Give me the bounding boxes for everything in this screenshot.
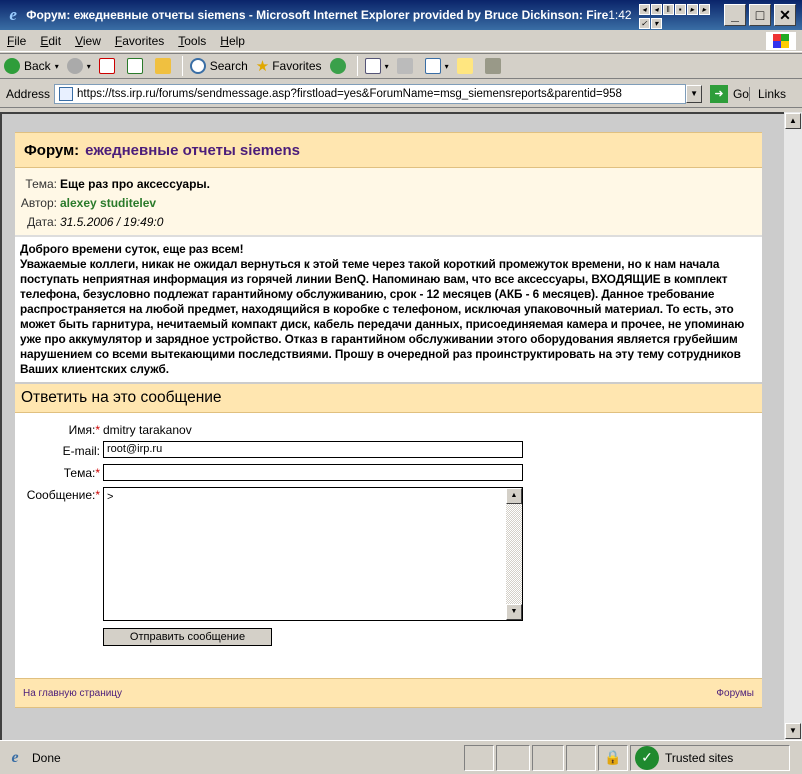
print-icon bbox=[397, 58, 413, 74]
status-pane bbox=[566, 745, 596, 771]
status-pane bbox=[496, 745, 530, 771]
menu-bar bbox=[0, 30, 802, 52]
address-bar bbox=[0, 80, 802, 108]
back-label: Back bbox=[24, 59, 51, 73]
stop-button[interactable] bbox=[95, 54, 123, 78]
post-body bbox=[15, 237, 762, 383]
menu-favorites[interactable]: Favorites bbox=[114, 33, 165, 48]
window-title-tail: Bruce Dickinson: Fire bbox=[484, 8, 609, 22]
submit-button[interactable]: Отправить сообщение bbox=[103, 628, 272, 646]
post-text: Уважаемые коллеги, никак не ожидал вернуться к этой теме через такой короткий промежуток времени, но к нам начала поступать неприятная информация из горячей линии BenQ. Напоминаю вам, что все аксессуары, ВХОДЯЩИЕ в комплект телефона, безусловно подлежат гарантийному обслуживанию, срок - 12 месяцев (АКБ - 6 месяцев). Данное требование распространяется на любой предмет, находящийся в коробке с телефоном, исключая упаковочный материал. То есть, это может быть гарнитура, нечитаемый компакт диск, кабель передачи данных, присоединяемая камера и прочее, не упоминаю уже про аккумулятор и зарядное устройство. Отказ в гарантийном обслуживании этого оборудования является грубейшим нарушением со всеми вытекающими последствиями. Прошу в очередной раз проинструктировать на эту тему сотрудников Ваших клиентских служб. bbox=[20, 257, 745, 376]
maximize-button[interactable]: □ bbox=[749, 4, 771, 26]
edit-icon bbox=[425, 58, 441, 74]
search-label: Search bbox=[209, 59, 248, 73]
go-arrow-icon: ➜ bbox=[710, 85, 728, 103]
reply-form bbox=[15, 413, 762, 671]
security-zone[interactable] bbox=[630, 745, 790, 771]
mail-dropdown-icon[interactable]: ▾ bbox=[384, 61, 389, 71]
page-scrollbar[interactable] bbox=[784, 112, 802, 740]
reply-heading: Ответить на это сообщение bbox=[15, 383, 762, 413]
message-label: Сообщение:* bbox=[26, 488, 100, 502]
refresh-button[interactable] bbox=[123, 54, 151, 78]
mini-check-icon[interactable]: ✓ bbox=[639, 18, 650, 29]
links-button[interactable]: Links bbox=[749, 87, 786, 101]
zone-label: Trusted sites bbox=[665, 750, 734, 765]
textarea-scrollbar[interactable] bbox=[506, 488, 522, 620]
mini-fwd-icon[interactable]: ▸ bbox=[699, 4, 710, 15]
print-button[interactable] bbox=[393, 54, 421, 78]
back-dropdown-icon[interactable]: ▾ bbox=[54, 61, 59, 71]
email-label: E-mail: bbox=[62, 444, 100, 458]
note-icon bbox=[457, 58, 473, 74]
scroll-down-icon[interactable]: ▼ bbox=[506, 604, 522, 620]
back-arrow-icon bbox=[4, 58, 20, 74]
subject-input[interactable] bbox=[103, 464, 523, 481]
ie-logo-icon: e bbox=[9, 5, 17, 24]
toolbar bbox=[0, 53, 802, 79]
toolbar-separator bbox=[182, 56, 183, 76]
forum-name: ежедневные отчеты siemens bbox=[85, 141, 300, 159]
mail-button[interactable] bbox=[361, 54, 393, 78]
search-button[interactable] bbox=[186, 54, 252, 78]
mini-next-icon[interactable]: ▸ bbox=[687, 4, 698, 15]
mini-prev-icon[interactable]: ◂ bbox=[639, 4, 650, 15]
date-label: Дата: bbox=[27, 214, 57, 229]
toolbar-separator bbox=[357, 56, 358, 76]
close-button[interactable]: ✕ bbox=[774, 4, 796, 26]
star-icon: ★ bbox=[255, 58, 270, 75]
address-input[interactable] bbox=[54, 84, 686, 104]
page-scroll-down-icon[interactable]: ▼ bbox=[785, 723, 801, 739]
forums-link[interactable]: Форумы bbox=[716, 687, 754, 699]
menu-edit[interactable]: Edit bbox=[40, 33, 62, 48]
favorites-label: Favorites bbox=[272, 59, 322, 73]
menu-tools[interactable]: Tools bbox=[178, 33, 207, 48]
message-text: > bbox=[107, 491, 114, 503]
forum-prefix: Форум: bbox=[24, 141, 80, 159]
mini-controls bbox=[638, 1, 717, 29]
address-url: https://tss.irp.ru/forums/sendmessage.asp?firstload=yes&ForumName=msg_siemensreports&parentid=958 bbox=[77, 87, 622, 100]
page-icon bbox=[59, 87, 73, 101]
forum-header bbox=[15, 132, 762, 168]
home-link[interactable]: На главную страницу bbox=[23, 687, 123, 699]
mail-icon bbox=[365, 58, 381, 74]
post-meta bbox=[15, 168, 762, 237]
go-label: Go bbox=[732, 86, 749, 101]
discuss-button[interactable] bbox=[453, 54, 481, 78]
name-value: dmitry tarakanov bbox=[103, 423, 192, 437]
address-label: Address bbox=[6, 86, 51, 101]
edit-dropdown-icon[interactable]: ▾ bbox=[444, 61, 449, 71]
forward-arrow-icon bbox=[67, 58, 83, 74]
subject-field-label: Тема:* bbox=[63, 466, 100, 480]
author-label: Автор: bbox=[20, 195, 57, 210]
forum-page bbox=[15, 132, 762, 708]
home-icon bbox=[155, 58, 171, 74]
home-button[interactable] bbox=[151, 54, 179, 78]
research-button[interactable] bbox=[481, 54, 509, 78]
required-mark: * bbox=[95, 423, 100, 437]
lock-icon[interactable]: 🔒 bbox=[598, 745, 628, 771]
windows-logo-icon bbox=[766, 32, 796, 50]
clock: 1:42 bbox=[608, 8, 632, 22]
mini-pause-icon[interactable]: ‖ bbox=[663, 4, 674, 15]
back-button[interactable] bbox=[0, 54, 63, 78]
page-scroll-up-icon[interactable]: ▲ bbox=[785, 113, 801, 129]
minimize-button[interactable]: _ bbox=[724, 4, 746, 26]
message-textarea[interactable] bbox=[103, 487, 523, 621]
scroll-up-icon[interactable]: ▲ bbox=[506, 488, 522, 504]
menu-file[interactable]: File bbox=[7, 33, 27, 48]
name-label: Имя:* bbox=[68, 423, 100, 437]
go-button[interactable] bbox=[710, 85, 749, 103]
title-bar bbox=[0, 0, 802, 30]
post-author[interactable]: alexey studitelev bbox=[60, 195, 157, 210]
search-icon bbox=[190, 58, 206, 74]
mini-back-icon[interactable]: ◂ bbox=[651, 4, 662, 15]
edit-button[interactable] bbox=[421, 54, 453, 78]
forward-dropdown-icon[interactable]: ▾ bbox=[86, 61, 91, 71]
required-mark: * bbox=[95, 488, 100, 502]
page-footer bbox=[15, 678, 762, 708]
post-date: 31.5.2006 / 19:49:0 bbox=[60, 214, 164, 229]
required-mark: * bbox=[95, 466, 100, 480]
ie-status-icon: e bbox=[11, 748, 19, 766]
email-input[interactable]: root@irp.ru bbox=[103, 441, 523, 458]
post-greeting: Доброго времени суток, еще раз всем! bbox=[20, 242, 244, 256]
status-text: Done bbox=[32, 750, 61, 765]
subject-label: Тема: bbox=[25, 176, 57, 191]
window-title: Форум: ежедневные отчеты siemens - Microsoft Internet Explorer provided by Bruce Dickinson: Fire bbox=[26, 8, 609, 22]
address-dropdown-icon[interactable]: ▼ bbox=[686, 85, 702, 103]
menu-view[interactable]: View bbox=[75, 33, 101, 48]
mini-stop-icon[interactable]: ▪ bbox=[675, 4, 686, 15]
post-subject: Еще раз про аксессуары. bbox=[60, 176, 210, 191]
refresh-icon bbox=[127, 58, 143, 74]
history-button[interactable] bbox=[326, 54, 354, 78]
status-pane bbox=[464, 745, 494, 771]
research-icon bbox=[485, 58, 501, 74]
menu-help[interactable]: Help bbox=[220, 33, 245, 48]
forward-button[interactable] bbox=[63, 54, 95, 78]
history-icon bbox=[330, 58, 346, 74]
status-bar bbox=[0, 740, 802, 774]
trusted-check-icon: ✓ bbox=[635, 746, 659, 770]
stop-icon bbox=[99, 58, 115, 74]
mini-down-icon[interactable]: ▾ bbox=[651, 18, 662, 29]
status-pane bbox=[532, 745, 564, 771]
browser-viewport bbox=[0, 112, 784, 740]
favorites-button[interactable] bbox=[252, 54, 326, 78]
